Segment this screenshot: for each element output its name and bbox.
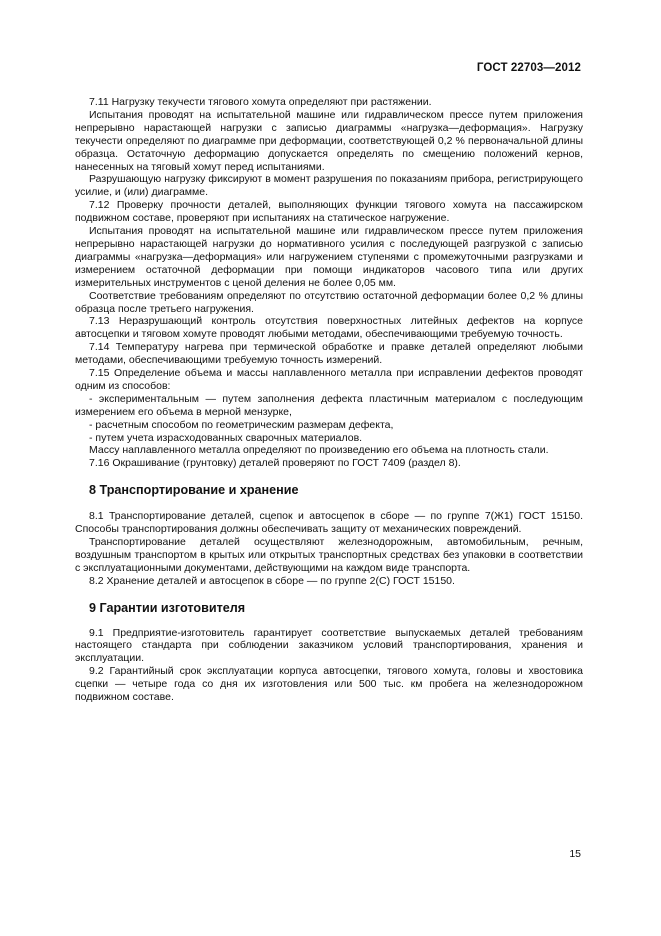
- paragraph: Массу наплавленного металла определяют по произведению его объема на плотность стали.: [89, 444, 549, 457]
- paragraph: Соответствие требованиям определяют по отсутствию остаточной деформации более 0,2 % длины образца после третьего нагружения.: [75, 289, 583, 315]
- paragraph-7-11: 7.11 Нагрузку текучести тягового хомута определяют при растяжении.: [89, 96, 432, 108]
- page-number: 15: [569, 848, 581, 860]
- paragraph-7-13: 7.13 Неразрушающий контроль отсутствия поверхностных литейных дефектов на корпусе автосцепки и тяговом хомуте проводят любыми методами, обеспечивающими требуемую точность.: [75, 315, 583, 341]
- page-body: [75, 96, 583, 704]
- paragraph-9-1: 9.1 Предприятие-изготовитель гарантирует соответствие выпускаемых деталей требованиям настоящего стандарта при соблюдении заказчиком условий транспортирования, хранения и эксплуатации.: [75, 626, 583, 665]
- paragraph: Испытания проводят на испытательной машине или гидравлическом прессе путем приложения непрерывно нарастающей нагрузки с записью диаграммы «нагрузка—деформация». Нагрузку текучести определяют по диаграмме при деформации, соответствующей 0,2 % первоначальной длины образца. Остаточную деформацию допускается определять по смещению положений кернов, нанесенных на тяговый хомут перед испытаниями.: [75, 108, 583, 173]
- paragraph-7-16: 7.16 Окрашивание (грунтовку) деталей проверяют по ГОСТ 7409 (раздел 8).: [89, 457, 461, 470]
- list-item: - путем учета израсходованных сварочных материалов.: [89, 431, 363, 444]
- paragraph-9-2: 9.2 Гарантийный срок эксплуатации корпуса автосцепки, тягового хомута, головы и хвостовика сцепки — четыре года со дня их изготовления или 500 тыс. км пробега на железнодорожном подвижном составе.: [75, 665, 583, 704]
- list-item: - расчетным способом по геометрическим размерам дефекта,: [89, 418, 394, 431]
- paragraph: Разрушающую нагрузку фиксируют в момент разрушения по показаниям прибора, регистрирующего усилие, и (или) диаграмме.: [75, 173, 583, 199]
- paragraph-8-2: 8.2 Хранение деталей и автосцепок в сборе — по группе 2(С) ГОСТ 15150.: [89, 574, 455, 587]
- paragraph-7-15: 7.15 Определение объема и массы наплавленного металла при исправлении дефектов проводят одним из способов:: [75, 367, 583, 392]
- paragraph: Испытания проводят на испытательной машине или гидравлическом прессе путем приложения непрерывно нарастающей нагрузки до нормативного усилия с последующей разгрузкой с записью диаграммы «нагрузка—деформация» или нагружением ступенями с промежуточными разгрузками и измерением остаточной деформации при помощи индикаторов часового типа или других измерительных инструментов с ценой деления не более 0,05 мм.: [75, 225, 583, 289]
- paragraph-7-12: 7.12 Проверку прочности деталей, выполняющих функции тягового хомута на пассажирском подвижном составе, проверяют при испытаниях на статическое нагружение.: [75, 199, 583, 225]
- paragraph-8-1: 8.1 Транспортирование деталей, сцепок и автосцепок в сборе — по группе 7(Ж1) ГОСТ 15150. Способы транспортирования должны обеспечивать защиту от механических повреждений.: [75, 510, 583, 536]
- list-item: - экспериментальным — путем заполнения дефекта пластичным материалом с последующим измерением его объема в мерной мензурке,: [75, 392, 583, 418]
- section-heading-8: 8 Транспортирование и хранение: [89, 483, 299, 498]
- paragraph-7-14: 7.14 Температуру нагрева при термической обработке и правке деталей определяют любыми методами, обеспечивающими требуемую точность измерений.: [75, 341, 583, 367]
- document-header: ГОСТ 22703—2012: [476, 62, 581, 74]
- section-heading-9: 9 Гарантии изготовителя: [89, 600, 246, 615]
- paragraph: Транспортирование деталей осуществляют железнодорожным, автомобильным, речным, воздушным транспортом в крытых или открытых транспортных средствах без упаковки в соответствии с эксплуатационными документами, действующими на каждом виде транспорта.: [75, 536, 583, 574]
